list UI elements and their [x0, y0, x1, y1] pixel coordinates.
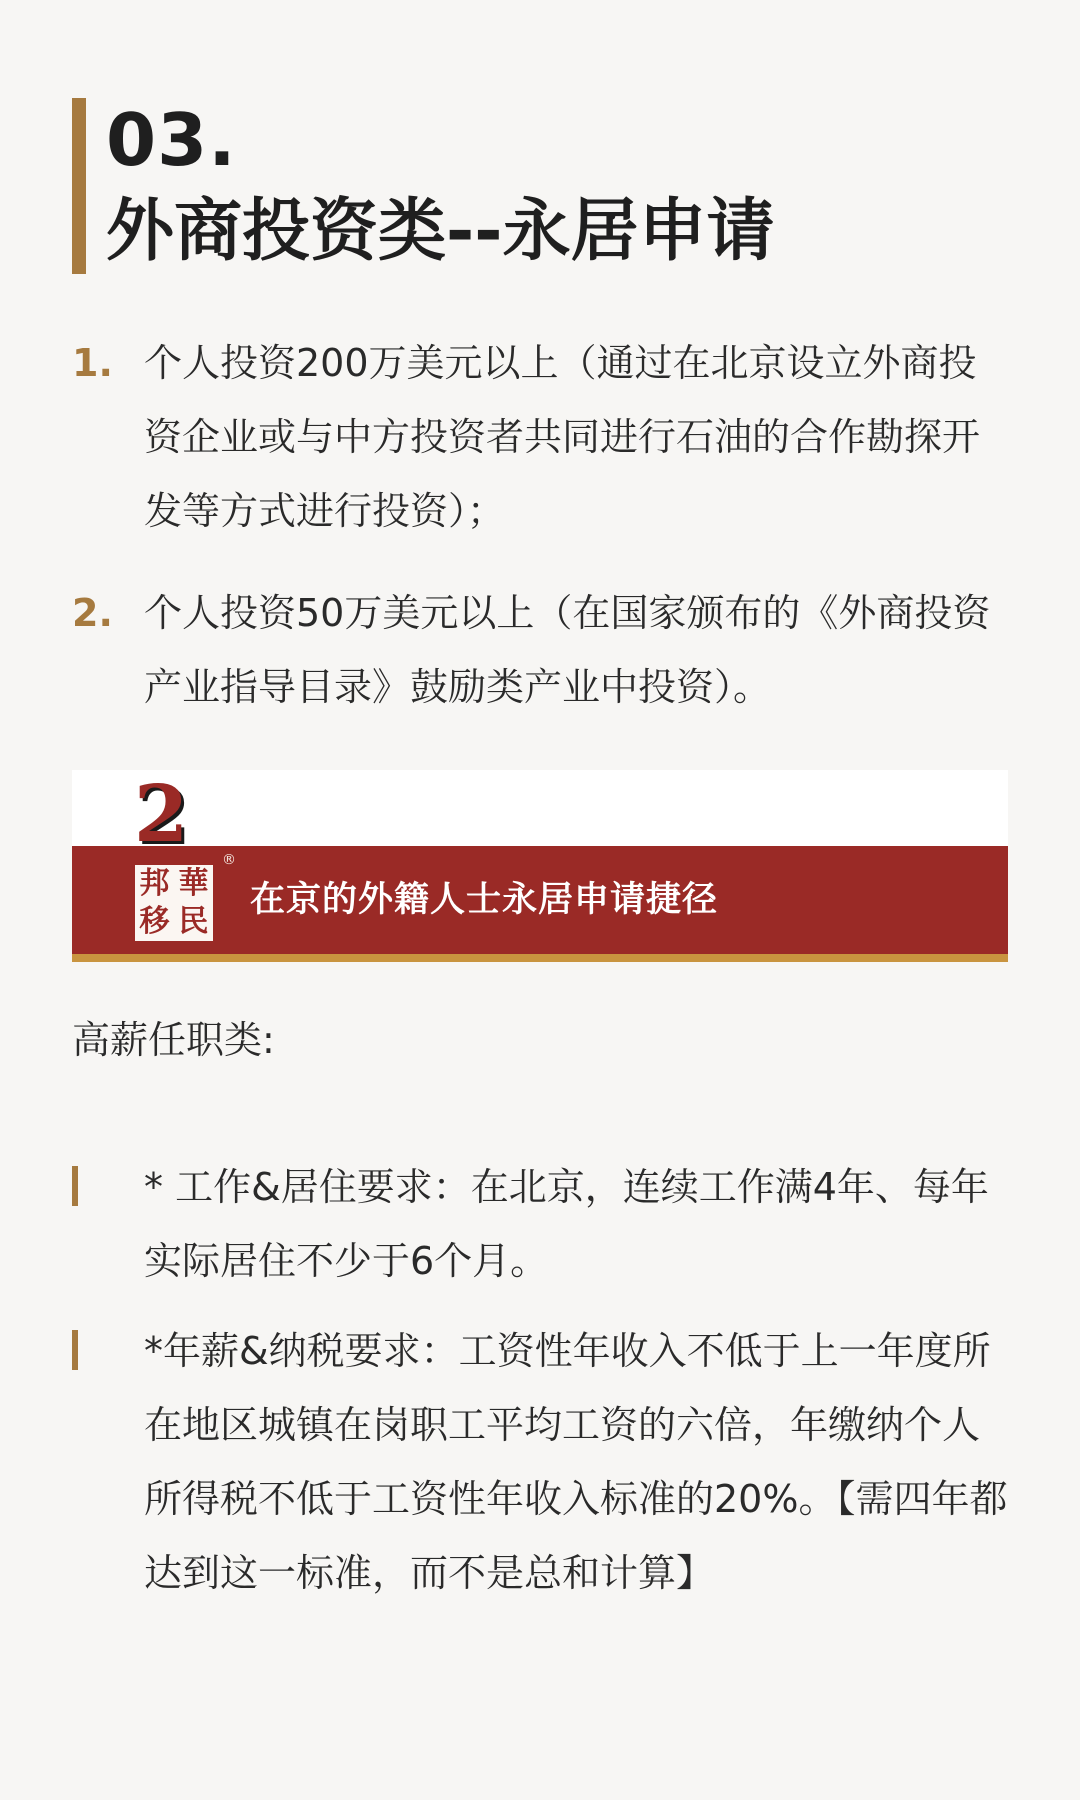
investment-item-1 — [72, 326, 1012, 548]
seal-char: 華 — [178, 866, 209, 901]
promo-banner — [72, 770, 1008, 962]
section-title: 外商投资类--永居申请 — [106, 192, 775, 271]
section-number: 03. — [106, 98, 237, 182]
seal-char: 民 — [178, 904, 209, 939]
bullet-bar-icon — [72, 1166, 78, 1206]
banner-gold-line — [72, 954, 1008, 962]
requirement-item-1 — [72, 1150, 1008, 1298]
seal-char: 邦 — [139, 866, 170, 901]
brand-seal-logo — [132, 862, 216, 944]
investment-item-text: 个人投资200万美元以上（通过在北京设立外商投资企业或与中方投资者共同进行石油的合作勘探开发等方式进行投资）； — [144, 341, 981, 533]
requirement-text: *年薪&纳税要求：工资性年收入不低于上一年度所在地区城镇在岗职工平均工资的六倍，年缴纳个人所得税不低于工资性年收入标准的20%。【需四年都达到这一标准，而不是总和计算】 — [144, 1329, 1008, 1595]
list-number: 2. — [72, 591, 113, 635]
section-accent-bar — [72, 98, 86, 274]
registered-mark: ® — [222, 852, 236, 868]
requirement-text: * 工作&居住要求：在北京，连续工作满4年、每年实际居住不少于6个月。 — [144, 1165, 989, 1283]
list-number: 1. — [72, 341, 113, 385]
section-header — [72, 98, 972, 274]
bullet-bar-icon — [72, 1330, 78, 1370]
investment-list — [72, 326, 1012, 752]
investment-item-text: 个人投资50万美元以上（在国家颁布的《外商投资产业指导目录》鼓励类产业中投资）。 — [144, 591, 991, 709]
banner-title: 在京的外籍人士永居申请捷径 — [250, 880, 719, 920]
requirements-list — [72, 1150, 1008, 1626]
requirement-item-2 — [72, 1314, 1008, 1610]
investment-item-2 — [72, 576, 1012, 724]
seal-char: 移 — [139, 904, 170, 939]
banner-number-badge: 2 — [134, 769, 189, 860]
category-label: 高薪任职类: — [72, 1018, 275, 1062]
